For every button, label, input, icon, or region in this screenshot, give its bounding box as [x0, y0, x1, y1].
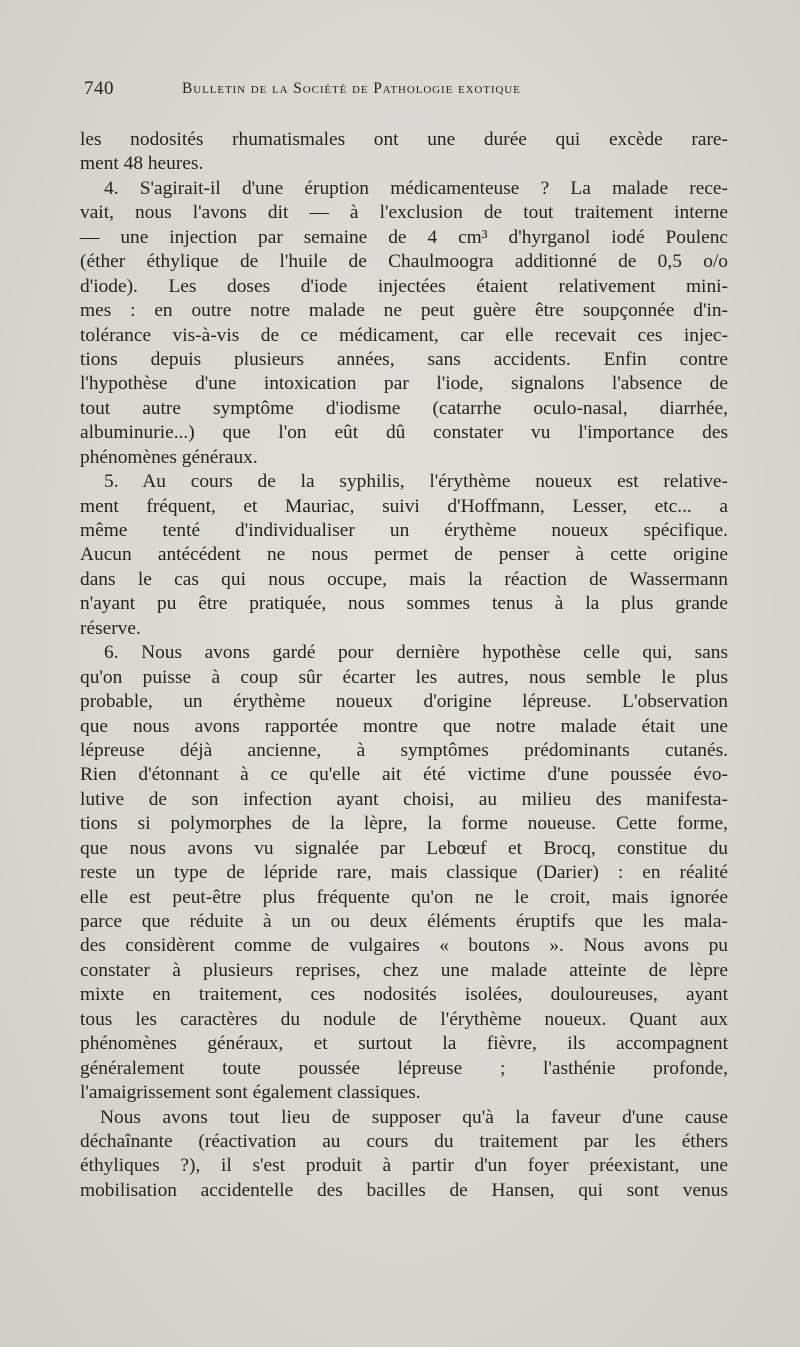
text-line: tolérance vis-à-vis de ce médicament, car elle recevait ces injec-: [80, 324, 728, 346]
text-line: probable, un érythème noueux d'origine lépreuse. L'observation: [80, 691, 728, 713]
text-line: Nous avons tout lieu de supposer qu'à la faveur d'une cause: [100, 1106, 728, 1128]
text-line: dans le cas qui nous occupe, mais la réaction de Wassermann: [80, 568, 728, 590]
text-line: mes : en outre notre malade ne peut guère être soupçonnée d'in-: [80, 300, 728, 322]
text-line: réserve.: [80, 617, 141, 639]
text-line: n'ayant pu être pratiquée, nous sommes tenus à la plus grande: [80, 593, 728, 615]
text-line: ment fréquent, et Mauriac, suivi d'Hoffmann, Lesser, etc... a: [80, 495, 728, 517]
text-line: qu'on puisse à coup sûr écarter les autres, nous semble le plus: [80, 666, 728, 688]
text-line: que nous avons rapportée montre que notre malade était une: [80, 715, 728, 737]
text-line: albuminurie...) que l'on eût dû constater vu l'importance des: [80, 422, 728, 444]
text-line: constater à plusieurs reprises, chez une malade atteinte de lèpre: [80, 959, 728, 981]
text-line: Rien d'étonnant à ce qu'elle ait été victime d'une poussée évo-: [80, 764, 728, 786]
text-line: 4. S'agirait-il d'une éruption médicamenteuse ? La malade rece-: [104, 177, 728, 199]
text-line: généralement toute poussée lépreuse ; l'asthénie profonde,: [80, 1057, 728, 1079]
body-text: [80, 128, 728, 1203]
text-line: phénomènes généraux.: [80, 446, 258, 468]
text-line: l'amaigrissement sont également classiques.: [80, 1082, 421, 1104]
text-line: 6. Nous avons gardé pour dernière hypothèse celle qui, sans: [104, 642, 728, 664]
text-line: d'iode). Les doses d'iode injectées étaient relativement mini-: [80, 275, 728, 297]
text-line: mobilisation accidentelle des bacilles de Hansen, qui sont venus: [80, 1179, 728, 1201]
text-line: mixte en traitement, ces nodosités isolées, douloureuses, ayant: [80, 984, 728, 1006]
text-line: phénomènes généraux, et surtout la fièvre, ils accompagnent: [80, 1033, 728, 1055]
text-line: même tenté d'individualiser un érythème noueux spécifique.: [80, 520, 728, 541]
text-line: l'hypothèse d'une intoxication par l'iode, signalons l'absence de: [80, 373, 728, 395]
text-line: tout autre symptôme d'iodisme (catarrhe oculo-nasal, diarrhée,: [80, 397, 728, 419]
running-title: Bulletin de la Société de Pathologie exotique: [182, 80, 521, 97]
text-line: tous les caractères du nodule de l'érythème noueux. Quant aux: [80, 1008, 728, 1030]
text-line: ment 48 heures.: [80, 153, 204, 175]
text-line: lépreuse déjà ancienne, à symptômes prédominants cutanés.: [80, 739, 728, 761]
page-header: [84, 78, 724, 108]
text-line: (éther éthylique de l'huile de Chaulmoogra additionné de 0,5 o/o: [80, 251, 728, 273]
text-line: vait, nous l'avons dit — à l'exclusion de tout traitement interne: [80, 202, 728, 224]
text-line: reste un type de lépride rare, mais classique (Darier) : en réalité: [80, 862, 728, 884]
text-line: tions si polymorphes de la lèpre, la forme noueuse. Cette forme,: [80, 813, 728, 835]
text-line: elle est peut-être plus fréquente qu'on ne le croit, mais ignorée: [80, 886, 728, 908]
text-line: 5. Au cours de la syphilis, l'érythème noueux est relative-: [104, 471, 728, 493]
page-number: 740: [84, 78, 114, 99]
text-line: parce que réduite à un ou deux éléments éruptifs que les mala-: [80, 911, 728, 932]
text-line: — une injection par semaine de 4 cm³ d'hyrganol iodé Poulenc: [80, 226, 728, 248]
text-line: que nous avons vu signalée par Lebœuf et Brocq, constitue du: [80, 837, 728, 859]
text-line: Aucun antécédent ne nous permet de penser à cette origine: [80, 544, 728, 566]
text-line: les nodosités rhumatismales ont une durée qui excède rare-: [80, 129, 728, 150]
text-line: tions depuis plusieurs années, sans accidents. Enfin contre: [80, 348, 728, 370]
text-line: lutive de son infection ayant choisi, au milieu des manifesta-: [80, 788, 728, 810]
text-line: des considèrent comme de vulgaires « boutons ». Nous avons pu: [80, 935, 728, 957]
text-line: éthyliques ?), il s'est produit à partir d'un foyer préexistant, une: [80, 1155, 728, 1177]
text-line: déchaînante (réactivation au cours du traitement par les éthers: [80, 1130, 728, 1152]
